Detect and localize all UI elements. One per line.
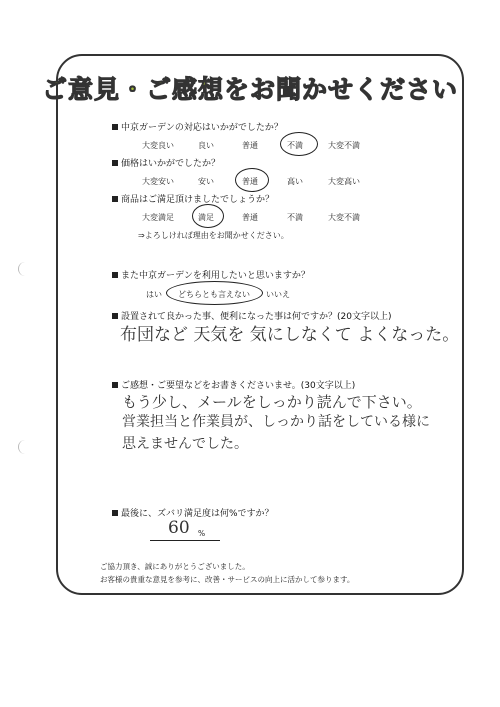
q4-option-3[interactable]: いいえ: [266, 290, 290, 299]
question-5-label: 設置されて良かった事、便利になった事は何ですか？(20文字以上): [112, 309, 391, 322]
q3-option-1[interactable]: 大変満足: [142, 213, 174, 222]
q2-option-1[interactable]: 大変安い: [142, 177, 174, 186]
q2-option-4[interactable]: 高い: [287, 177, 303, 186]
q6-handwritten-line-3: 思えませんでした。: [122, 436, 248, 452]
q4-option-2[interactable]: どちらとも言えない: [178, 290, 250, 299]
q1-selected-circle: [280, 132, 318, 156]
bullet-square-icon: [112, 124, 118, 130]
q3-reason-note: ⇒よろしければ理由をお聞かせください。: [138, 231, 289, 240]
question-2-label: 価格はいかがでしたか？: [112, 156, 220, 169]
question-6-label: ご感想・ご要望などをお書きくださいませ。(30文字以上): [112, 378, 355, 391]
q4-option-1[interactable]: はい: [146, 290, 162, 299]
q3-option-2[interactable]: 満足: [198, 213, 214, 222]
footer-thanks: ご協力頂き、誠にありがとうございました。: [100, 562, 250, 571]
q6-handwritten-line-1: もう少し、メールをしっかり読んで下さい。: [122, 393, 422, 411]
question-7-label: 最後に、ズバリ満足度は何%ですか？: [112, 506, 274, 519]
q1-option-1[interactable]: 大変良い: [142, 141, 174, 150]
q1-option-3[interactable]: 普通: [242, 141, 258, 150]
q2-selected-circle: [235, 168, 269, 192]
bullet-square-icon: [112, 160, 118, 166]
bullet-square-icon: [112, 382, 118, 388]
q2-option-2[interactable]: 安い: [198, 177, 214, 186]
footer-message: お客様の貴重な意見を参考に、改善・サービスの向上に活かして参ります。: [100, 575, 355, 584]
q2-option-3[interactable]: 普通: [242, 177, 258, 186]
q3-option-3[interactable]: 普通: [242, 213, 258, 222]
punch-hole-bottom: [18, 440, 27, 454]
q7-handwritten-answer: 60: [168, 518, 190, 538]
q1-option-5[interactable]: 大変不満: [328, 141, 360, 150]
q3-selected-circle: [192, 204, 224, 228]
question-3-label: 商品はご満足頂けましたでしょうか？: [112, 192, 274, 205]
q6-handwritten-line-2: 営業担当と作業員が、しっかり話をしている様に: [122, 414, 430, 430]
q2-option-5[interactable]: 大変高い: [328, 177, 360, 186]
bullet-square-icon: [112, 313, 118, 319]
q3-option-5[interactable]: 大変不満: [328, 213, 360, 222]
bullet-square-icon: [112, 272, 118, 278]
q1-option-2[interactable]: 良い: [198, 141, 214, 150]
q7-percent-unit: %: [198, 529, 206, 538]
q4-selected-circle: [166, 281, 263, 305]
q5-handwritten-answer: 布団など 天気を 気にしなくて よくなった。: [120, 325, 460, 345]
question-4-label: また中京ガーデンを利用したいと思いますか？: [112, 268, 310, 281]
q3-option-4[interactable]: 不満: [287, 213, 303, 222]
question-1-label: 中京ガーデンの対応はいかがでしたか？: [112, 120, 283, 133]
page-title: ご意見・ご感想をお聞かせください: [41, 75, 458, 104]
punch-hole-top: [18, 262, 27, 276]
q1-option-4[interactable]: 不満: [287, 141, 303, 150]
bullet-square-icon: [112, 196, 118, 202]
bullet-square-icon: [112, 510, 118, 516]
q7-answer-underline: [150, 540, 220, 541]
